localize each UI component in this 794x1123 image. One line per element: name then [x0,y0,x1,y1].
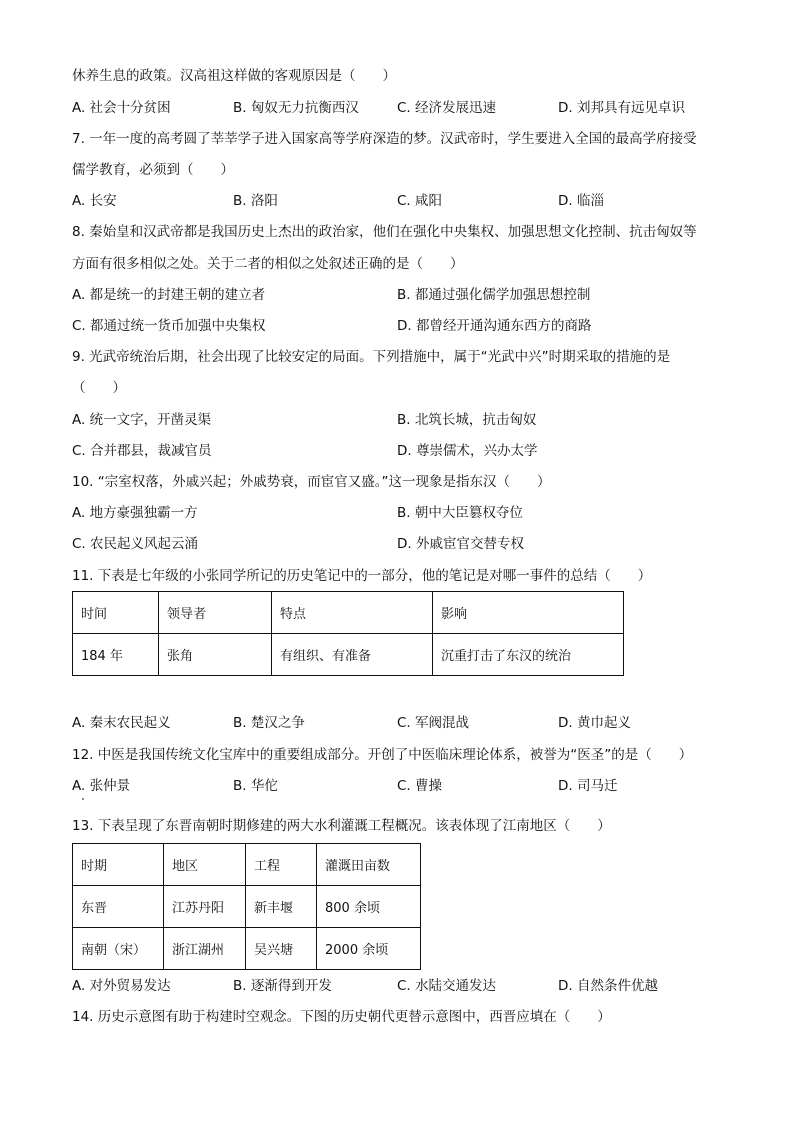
q7-option-d[interactable]: D. 临淄 [558,193,604,209]
q12-option-d[interactable]: D. 司马迁 [558,778,618,794]
q8-stem-line-2: 方面有很多相似之处。关于二者的相似之处叙述正确的是（ ） [72,256,464,272]
table-header-cell: 时期 [73,844,164,886]
table-cell: 浙江湖州 [164,928,246,970]
table-header-cell: 领导者 [159,592,272,634]
q7-stem-line-1: 7. 一年一度的高考圆了莘莘学子进入国家高等学府深造的梦。汉武帝时，学生要进入全国的最高学府接受 [72,131,697,147]
q10-option-c[interactable]: C. 农民起义风起云涌 [72,536,199,552]
q9-stem-line-1: 9. 光武帝统治后期，社会出现了比较安定的局面。下列措施中，属于“光武中兴”时期采取的措施的是 [72,349,671,365]
table-row [73,886,421,928]
q13-option-d[interactable]: D. 自然条件优越 [558,978,658,994]
q8-stem-line-1: 8. 秦始皇和汉武帝都是我国历史上杰出的政治家，他们在强化中央集权、加强思想文化控制、抗击匈奴等 [72,224,697,240]
table-cell: 800 余顷 [317,886,421,928]
table-header-cell: 特点 [272,592,433,634]
q11-stem: 11. 下表是七年级的小张同学所记的历史笔记中的一部分，他的笔记是对哪一事件的总结（ ） [72,568,652,584]
q9-option-b[interactable]: B. 北筑长城，抗击匈奴 [397,412,537,428]
table-cell: 张角 [159,634,272,676]
q12-option-c[interactable]: C. 曹操 [397,778,443,794]
q13-table [72,843,421,970]
q11-option-a[interactable]: A. 秦末农民起义 [72,715,171,731]
q9-stem-line-2: （ ） [72,380,126,396]
table-cell: 184 年 [73,634,159,676]
q12-option-a[interactable]: A. 张仲景 [72,778,131,794]
q13-option-a[interactable]: A. 对外贸易发达 [72,978,171,994]
q10-option-d[interactable]: D. 外戚宦官交替专权 [397,536,524,552]
table-cell: 吴兴塘 [246,928,317,970]
table-row [73,928,421,970]
table-cell: 南朝（宋） [73,928,164,970]
q8-option-d[interactable]: D. 都曾经开通沟通东西方的商路 [397,318,592,334]
q9-option-d[interactable]: D. 尊崇儒术，兴办太学 [397,443,538,459]
q14-stem: 14. 历史示意图有助于构建时空观念。下图的历史朝代更替示意图中，西晋应填在（ ） [72,1009,611,1025]
q12-stem: 12. 中医是我国传统文化宝库中的重要组成部分。开创了中医临床理论体系，被誉为“医圣”的是（ ） [72,747,693,763]
table-header-cell: 工程 [246,844,317,886]
q13-option-b[interactable]: B. 逐渐得到开发 [233,978,332,994]
q11-option-d[interactable]: D. 黄巾起义 [558,715,631,731]
table-cell: 2000 余顷 [317,928,421,970]
table-header-cell: 地区 [164,844,246,886]
q8-option-c[interactable]: C. 都通过统一货币加强中央集权 [72,318,266,334]
q9-option-c[interactable]: C. 合并郡县，裁减官员 [72,443,212,459]
q7-option-a[interactable]: A. 长安 [72,193,117,209]
table-header-cell: 时间 [73,592,159,634]
table-cell: 东晋 [73,886,164,928]
q10-option-a[interactable]: A. 地方豪强独霸一方 [72,505,198,521]
table-row [73,634,624,676]
q8-option-b[interactable]: B. 都通过强化儒学加强思想控制 [397,287,591,303]
q11-option-c[interactable]: C. 军阀混战 [397,715,470,731]
q7-option-b[interactable]: B. 洛阳 [233,193,278,209]
q8-option-a[interactable]: A. 都是统一的封建王朝的建立者 [72,287,266,303]
q11-table [72,591,624,676]
q6-option-b[interactable]: B. 匈奴无力抗衡西汉 [233,100,359,116]
q9-option-a[interactable]: A. 统一文字，开凿灵渠 [72,412,212,428]
q12-option-b[interactable]: B. 华佗 [233,778,278,794]
table-cell: 江苏丹阳 [164,886,246,928]
table-cell: 新丰堰 [246,886,317,928]
q6-option-d[interactable]: D. 刘邦具有远见卓识 [558,100,685,116]
q6-stem-continuation: 休养生息的政策。汉高祖这样做的客观原因是（ ） [72,68,396,84]
q10-stem: 10. “宗室权落，外戚兴起；外戚势衰，而宦官又盛。”这一现象是指东汉（ ） [72,474,551,490]
q6-option-c[interactable]: C. 经济发展迅速 [397,100,497,116]
q6-option-a[interactable]: A. 社会十分贫困 [72,100,171,116]
table-header-cell: 影响 [433,592,624,634]
table-header-row [73,844,421,886]
table-header-row [73,592,624,634]
q13-option-c[interactable]: C. 水陆交通发达 [397,978,497,994]
q11-option-b[interactable]: B. 楚汉之争 [233,715,305,731]
table-cell: 有组织、有准备 [272,634,433,676]
q10-option-b[interactable]: B. 朝中大臣篡权夺位 [397,505,523,521]
table-header-cell: 灌溉田亩数 [317,844,421,886]
q7-option-c[interactable]: C. 咸阳 [397,193,443,209]
table-cell: 沉重打击了东汉的统治 [433,634,624,676]
q7-stem-line-2: 儒学教育，必须到（ ） [72,162,234,178]
q13-stem: 13. 下表呈现了东晋南朝时期修建的两大水利灌溉工程概况。该表体现了江南地区（ ） [72,818,611,834]
scan-dot [82,798,84,800]
